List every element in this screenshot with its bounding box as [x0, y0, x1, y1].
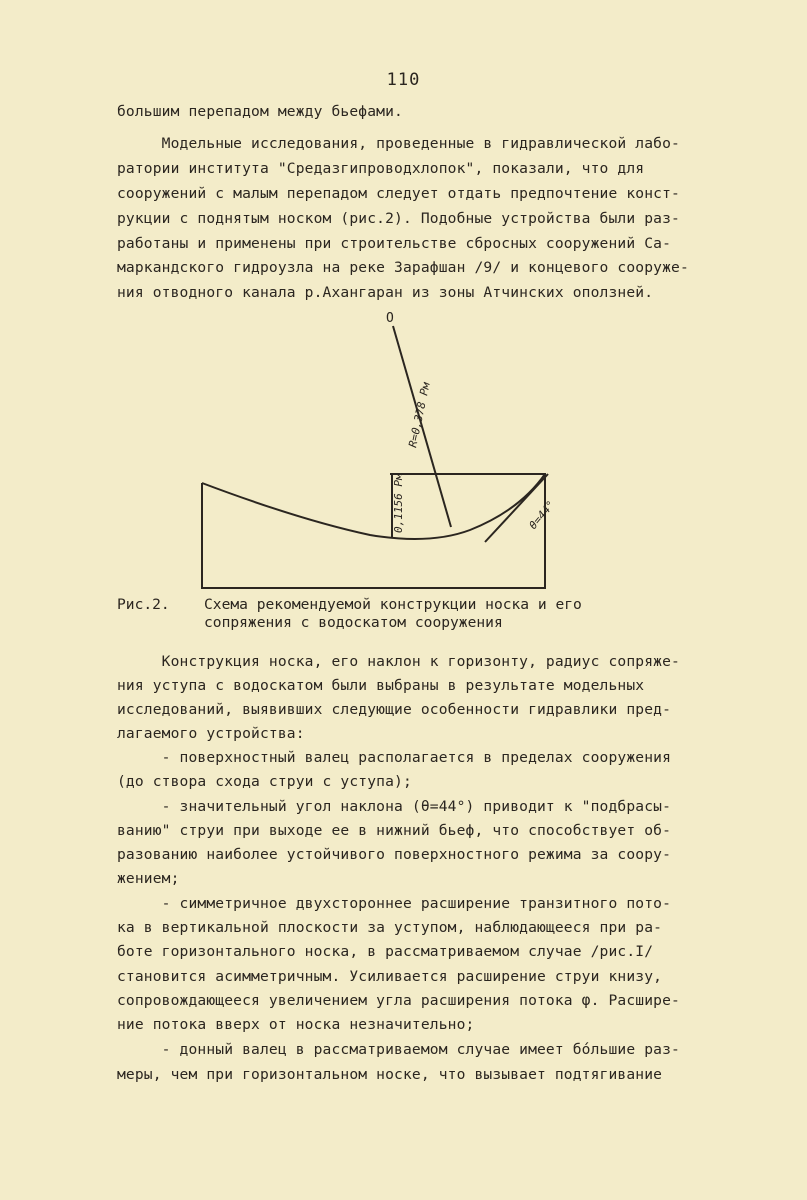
text-line: сооружений с малым перепадом следует отдать предпочтение конст-	[117, 185, 680, 202]
text-line: ние потока вверх от носка незначительно;	[117, 1016, 475, 1033]
text-line: ванию" струи при выходе ее в нижний бьеф, что способствует об-	[117, 822, 672, 839]
text-line: жением;	[117, 870, 180, 887]
radius-label: R=0,378 Pм	[406, 381, 433, 449]
text-line: Конструкция носка, его наклон к горизонту, радиус сопряже-	[117, 653, 680, 670]
text-line: ния уступа с водоскатом были выбраны в результате модельных	[117, 677, 645, 694]
text-line: - донный валец в рассматриваемом случае имеет бóльшие раз-	[117, 1041, 680, 1058]
nose-design-figure	[190, 305, 560, 595]
text-line: рукции с поднятым носком (рис.2). Подобные устройства были раз-	[117, 210, 680, 227]
caption-line: сопряжения с водоскатом сооружения	[204, 614, 503, 631]
text-line: - значительный угол наклона (θ=44°) приводит к "подбрасы-	[117, 798, 672, 815]
text-line: работаны и применены при строительстве сбросных сооружений Са-	[117, 235, 672, 252]
spillway-curve	[202, 474, 545, 539]
text-line: становится асимметричным. Усиливается расширение струи книзу,	[117, 968, 663, 985]
text-line: - поверхностный валец располагается в пределах сооружения	[117, 749, 672, 766]
angle-label: θ=44°	[526, 498, 558, 532]
figure-frame	[202, 474, 545, 588]
text-line: лагаемого устройства:	[117, 725, 305, 742]
text-line: - симметричное двухстороннее расширение транзитного пото-	[117, 895, 672, 912]
text-line: маркандского гидроузла на реке Зарафшан /9/ и концевого сооруже-	[117, 259, 689, 276]
text-line: (до створа схода струи с уступа);	[117, 773, 412, 790]
text-line: сопровождающееся увеличением угла расширения потока φ. Расшире-	[117, 992, 680, 1009]
text-line: боте горизонтального носка, в рассматриваемом случае /рис.I/	[117, 943, 654, 960]
caption-line: Схема рекомендуемой конструкции носка и его	[204, 596, 582, 613]
text-line: ратории института "Средазгипроводхлопок", показали, что для	[117, 160, 645, 177]
height-label: 0,1156 Pм	[392, 473, 405, 533]
text-line: Модельные исследования, проведенные в гидравлической лабо-	[117, 135, 680, 152]
text-line: исследований, выявивших следующие особенности гидравлики пред-	[117, 701, 672, 718]
caption-label: Рис.2.	[117, 596, 170, 613]
text-line: ка в вертикальной плоскости за уступом, наблюдающееся при ра-	[117, 919, 663, 936]
text-line: разованию наиболее устойчивого поверхностного режима за соору-	[117, 846, 672, 863]
page-number: 110	[386, 70, 421, 90]
center-label: O	[386, 311, 394, 326]
text-line: меры, чем при горизонтальном носке, что вызывает подтягивание	[117, 1066, 663, 1083]
text-line: большим перепадом между бьефами.	[117, 103, 403, 120]
text-line: ния отводного канала р.Ахангаран из зоны Атчинских оползней.	[117, 284, 654, 301]
